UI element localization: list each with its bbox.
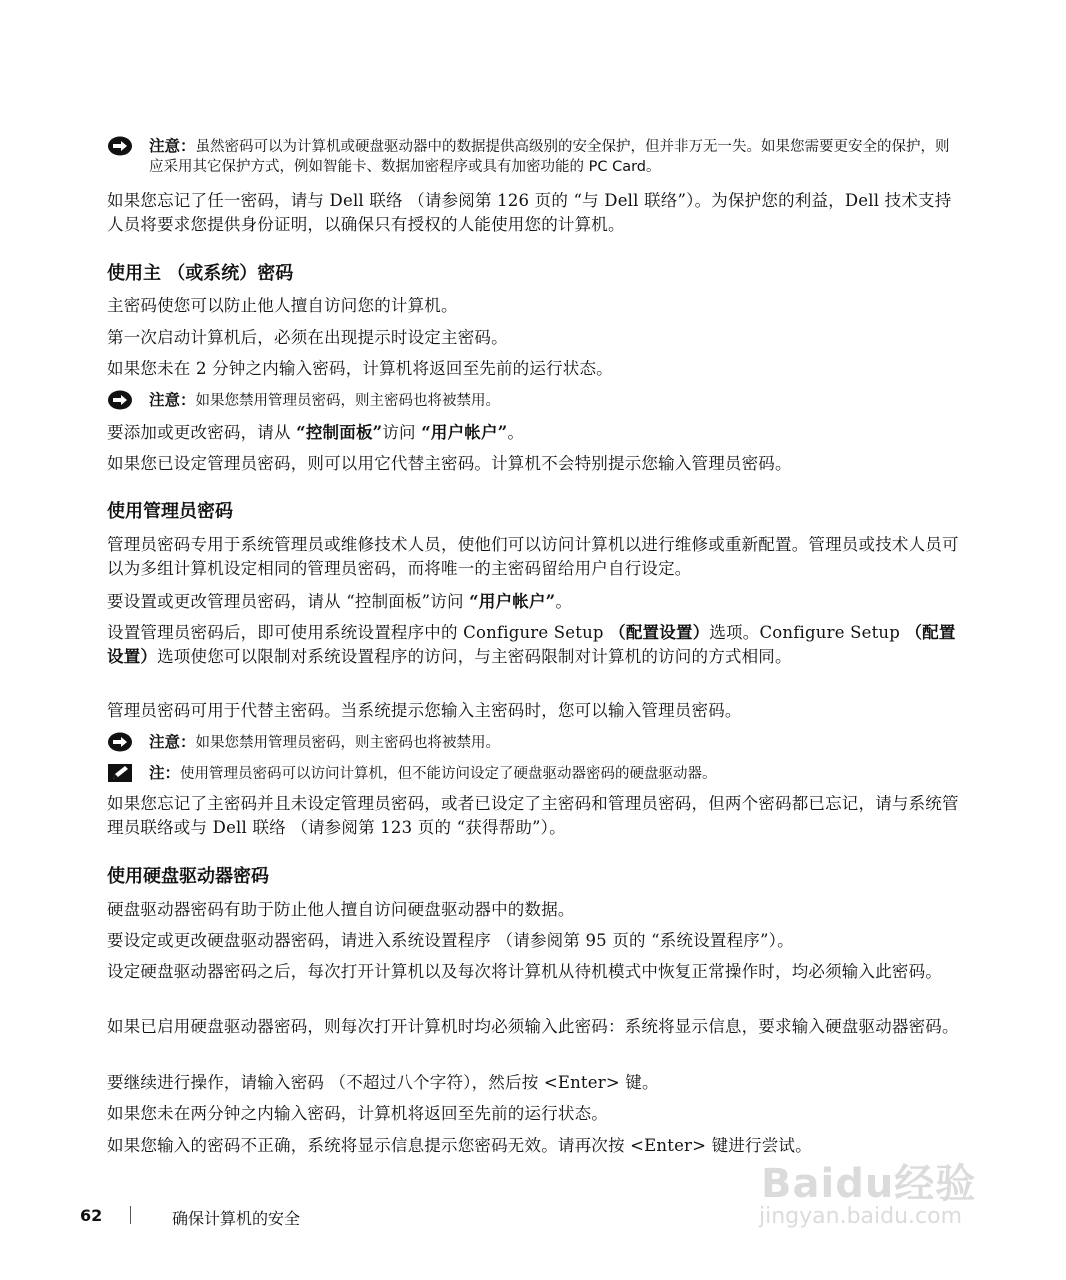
caution-label: 注意： xyxy=(149,391,196,409)
paragraph: 设定硬盘驱动器密码之后，每次打开计算机以及每次将计算机从待机模式中恢复正常操作时，均必须输入此密码。 xyxy=(107,962,942,981)
caution-hand-icon xyxy=(107,732,137,752)
caution-text: 虽然密码可以为计算机或硬盘驱动器中的数据提供高级别的安全保护，但并非万无一失。如果您需要更安全的保护，则应采用其它保护方式，例如智能卡、数据加密程序或具有加密功能的 PC Card。 xyxy=(149,139,950,175)
configure-setup-term: （配置设置） xyxy=(107,623,956,666)
baidu-watermark xyxy=(755,1152,1005,1242)
page-number: 62 xyxy=(80,1206,103,1225)
paragraph: 如果您输入的密码不正确，系统将显示信息提示您密码无效。请再次按 <Enter> 键进行尝试。 xyxy=(107,1136,812,1155)
configure-setup-term: （配置设置） xyxy=(609,623,710,642)
paragraph xyxy=(107,621,962,668)
text-run: 选项。Configure Setup xyxy=(709,623,906,642)
footer-section-title: 确保计算机的安全 xyxy=(172,1209,301,1228)
paragraph xyxy=(107,590,962,614)
paragraph: 要设定或更改硬盘驱动器密码，请进入系统设置程序 （请参阅第 95 页的 “系统设置程序”）。 xyxy=(107,931,794,950)
text-run: 要设置或更改管理员密码，请从 “控制面板”访问 xyxy=(107,592,470,611)
section-heading-admin: 使用管理员密码 xyxy=(107,501,233,522)
caution-label: 注意： xyxy=(149,733,196,751)
text-run: 要添加或更改密码，请从 xyxy=(107,423,297,442)
paragraph: 管理员密码可用于代替主密码。当系统提示您输入主密码时，您可以输入管理员密码。 xyxy=(107,701,742,720)
paragraph: 主密码使您可以防止他人擅自访问您的计算机。 xyxy=(107,296,458,315)
section-heading-primary: 使用主 （或系统）密码 xyxy=(107,263,294,284)
paragraph: 如果已启用硬盘驱动器密码，则每次打开计算机时均必须输入此密码：系统将显示信息，要求输入硬盘驱动器密码。 xyxy=(107,1017,959,1036)
text-run: 选项使您可以限制对系统设置程序的访问，与主密码限制对计算机的访问的方式相同。 xyxy=(157,646,792,666)
control-panel-term: “控制面板” xyxy=(296,423,383,442)
text-run: 访问 xyxy=(382,423,422,442)
paragraph: 要继续进行操作，请输入密码 （不超过八个字符），然后按 <Enter> 键。 xyxy=(107,1073,659,1092)
user-accounts-term: “用户帐户” xyxy=(469,592,556,611)
intro-paragraph: 如果您忘记了任一密码，请与 Dell 联络 （请参阅第 126 页的 “与 Dell 联络”）。为保护您的利益，Dell 技术支持人员将要求您提供身份证明，以确保只有授权的人能使用您的计算机。 xyxy=(107,191,952,234)
note-label: 注： xyxy=(149,764,181,782)
caution-text: 如果您禁用管理员密码，则主密码也将被禁用。 xyxy=(195,393,501,409)
paragraph: 如果您忘记了主密码并且未设定管理员密码，或者已设定了主密码和管理员密码，但两个密码都已忘记，请与系统管理员联络或与 Dell 联络 （请参阅第 123 页的 “获得帮助”）。 xyxy=(107,794,959,837)
user-accounts-term: “用户帐户” xyxy=(421,423,508,442)
text-run: 。 xyxy=(555,592,573,611)
note-text: 使用管理员密码可以访问计算机，但不能访问设定了硬盘驱动器密码的硬盘驱动器。 xyxy=(180,766,717,782)
paragraph: 第一次启动计算机后，必须在出现提示时设定主密码。 xyxy=(107,328,508,347)
footer-divider xyxy=(130,1206,131,1224)
watermark-url: jingyan.baidu.com xyxy=(759,1204,963,1229)
caution-hand-icon xyxy=(107,136,137,156)
caution-hand-icon xyxy=(107,390,137,410)
note-pencil-icon xyxy=(107,763,137,783)
paragraph: 如果您未在两分钟之内输入密码，计算机将返回至先前的运行状态。 xyxy=(107,1104,608,1123)
paragraph: 管理员密码专用于系统管理员或维修技术人员，使他们可以访问计算机以进行维修或重新配置。管理员或技术人员可以为多组计算机设定相同的管理员密码，而将唯一的主密码留给用户自行设定。 xyxy=(107,535,959,578)
watermark-logo: Baidu经验 xyxy=(761,1161,977,1207)
section-heading-harddrive: 使用硬盘驱动器密码 xyxy=(107,866,269,887)
text-run: 。 xyxy=(507,423,525,442)
text-run: 设置管理员密码后，即可使用系统设置程序中的 Configure Setup xyxy=(107,623,610,642)
paragraph: 硬盘驱动器密码有助于防止他人擅自访问硬盘驱动器中的数据。 xyxy=(107,900,575,919)
caution-label: 注意： xyxy=(149,137,196,155)
caution-text: 如果您禁用管理员密码，则主密码也将被禁用。 xyxy=(195,735,501,751)
paragraph: 如果您未在 2 分钟之内输入密码，计算机将返回至先前的运行状态。 xyxy=(107,359,613,378)
paragraph: 如果您已设定管理员密码，则可以用它代替主密码。计算机不会特别提示您输入管理员密码。 xyxy=(107,454,792,473)
paragraph xyxy=(107,421,962,445)
